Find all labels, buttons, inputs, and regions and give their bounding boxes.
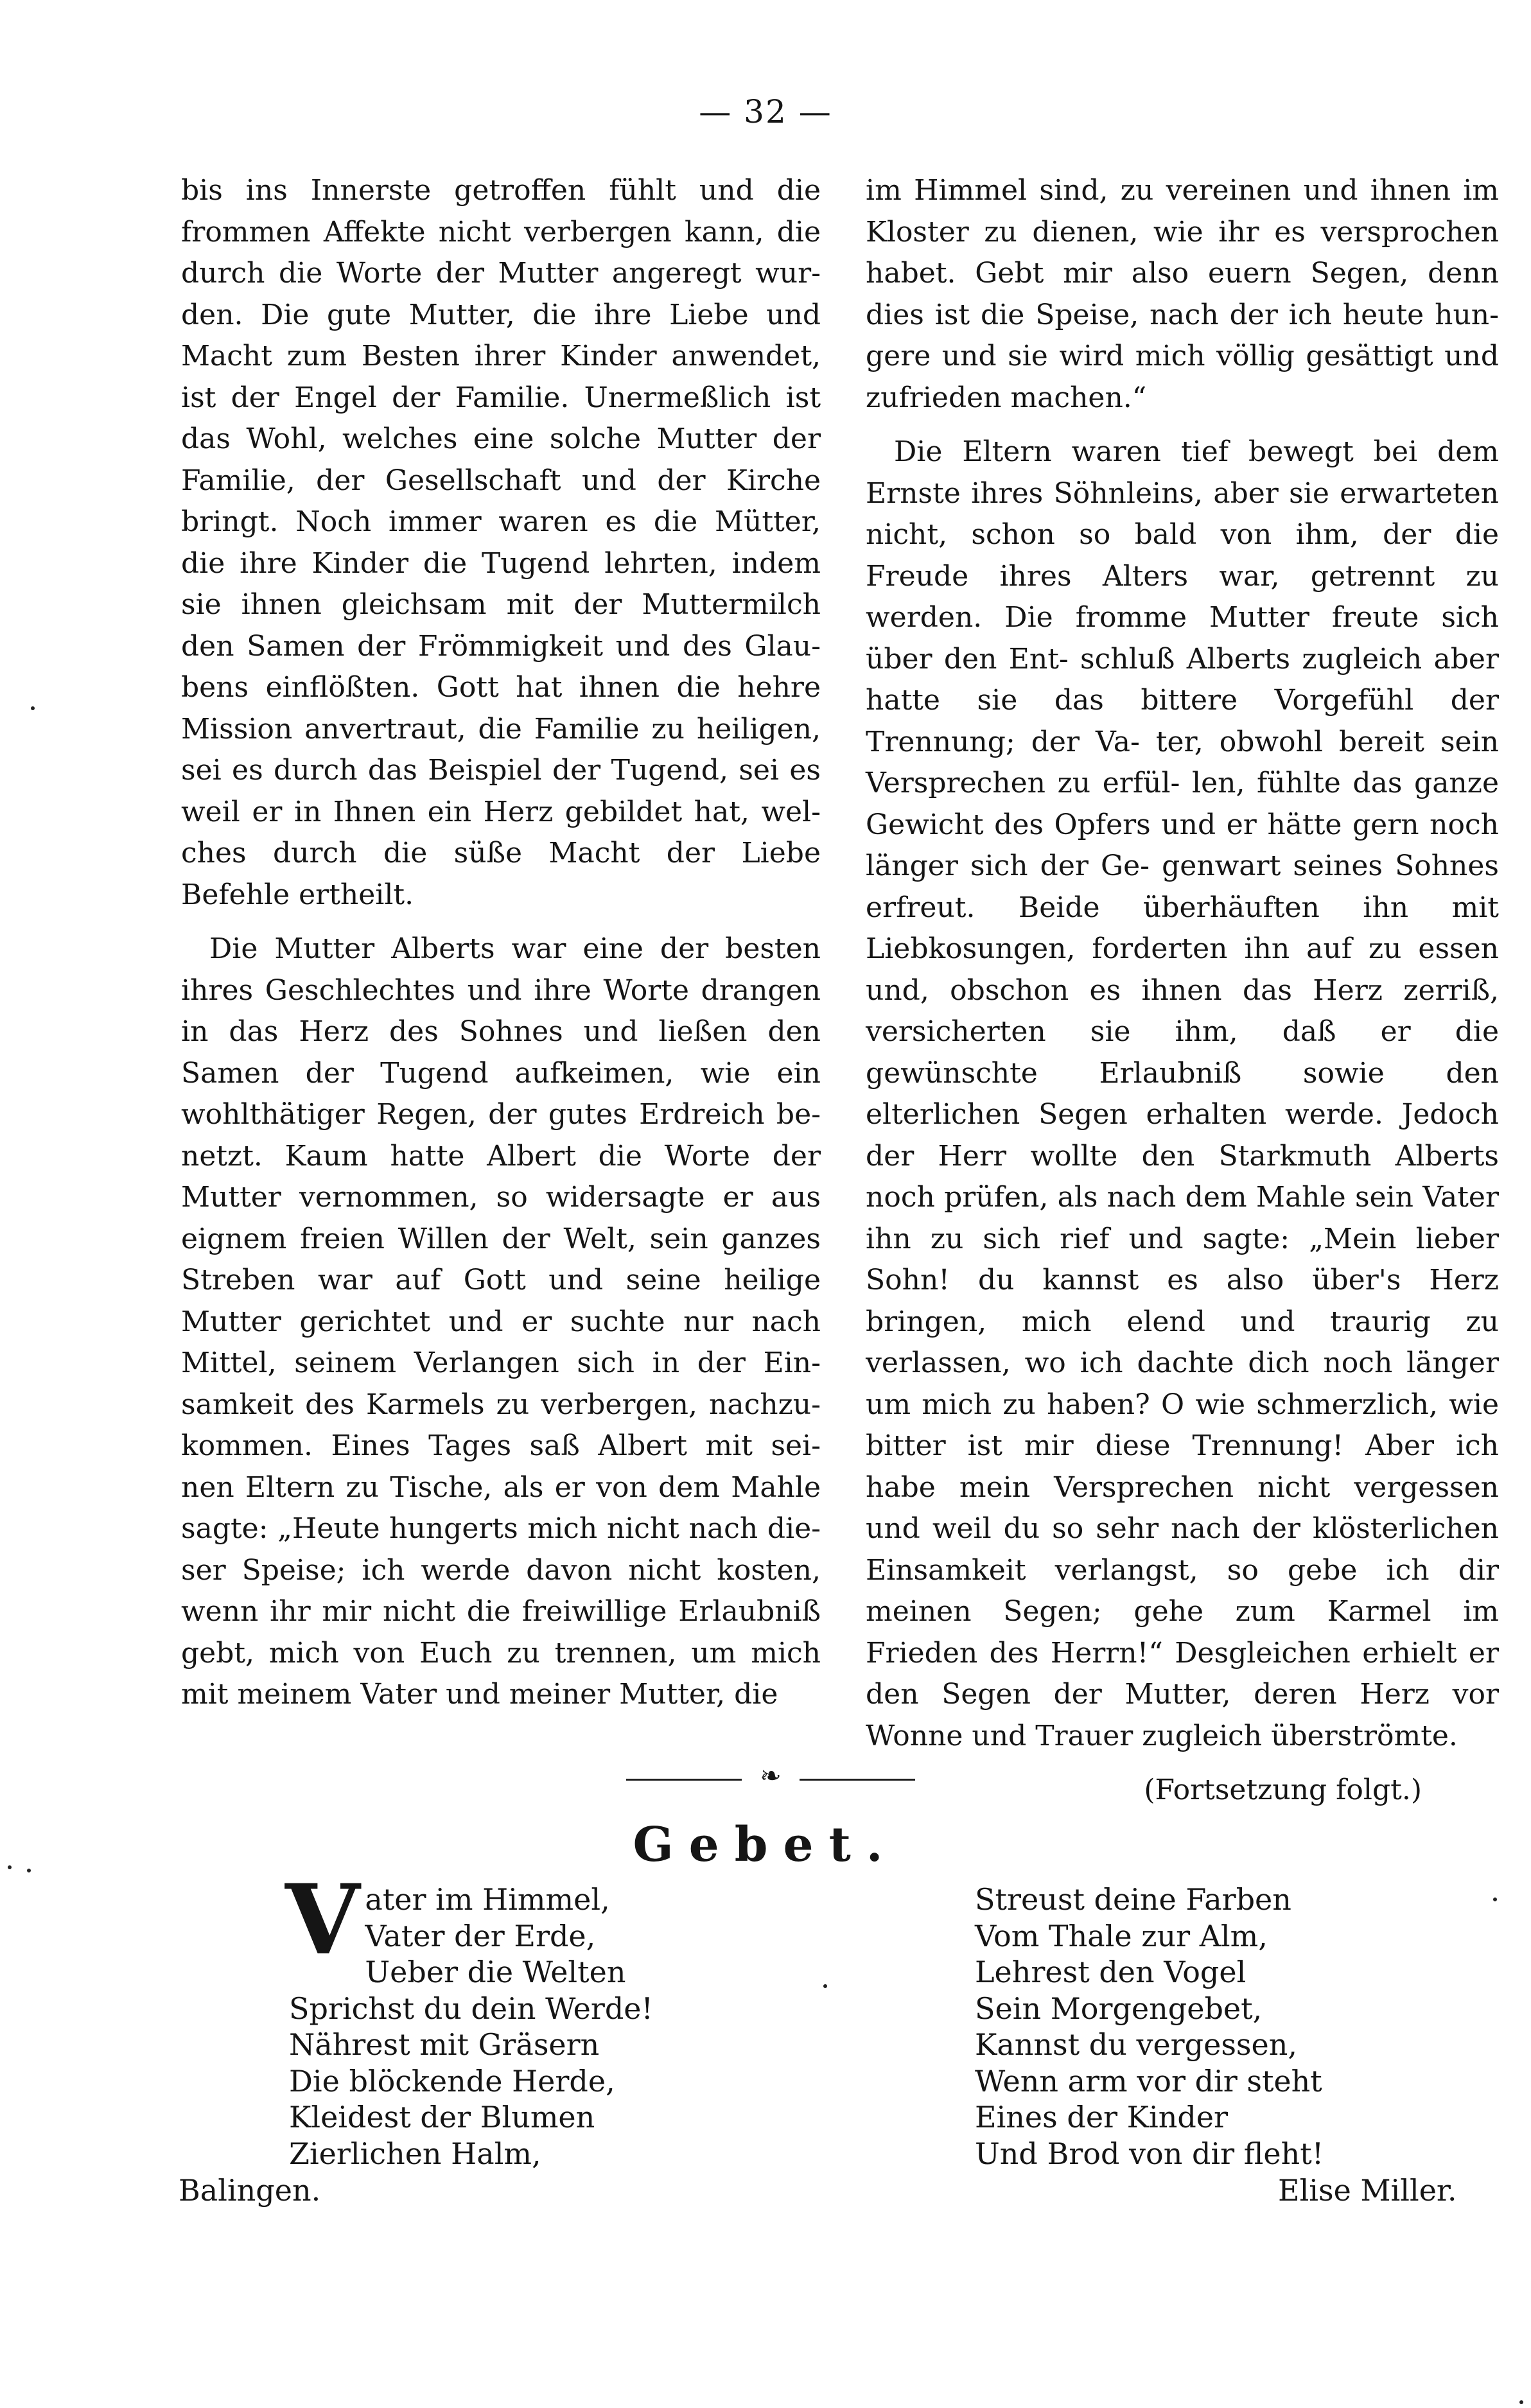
print-speck	[27, 1869, 31, 1872]
print-speck	[8, 1865, 12, 1869]
verse-line: ater im Himmel,	[365, 1882, 610, 1917]
right-column	[866, 170, 1499, 1811]
print-speck	[1519, 2400, 1523, 2404]
verse-line: Die blöckende Herde,	[289, 2063, 615, 2098]
print-speck	[31, 706, 35, 710]
poem-author: Elise Miller.	[1278, 2173, 1457, 2208]
verse-line: Und Brod von dir fleht!	[975, 2136, 1324, 2171]
poem-title: Gebet.	[633, 1817, 898, 1872]
paragraph: bis ins Innerste getroffen fühlt und die frommen Affekte nicht verbergen kann, die durch die Worte der Mutter angeregt wur- den. Die gute Mutter, die ihre Liebe und Macht zum Besten ihrer Kinder anwendet, ist der Engel der Familie. Unermeßlich ist das Wohl, welches eine solche Mutter der Familie, der Gesellschaft und der Kirche bringt. Noch immer waren es die Mütter, die ihre Kinder die Tugend lehrten, indem sie ihnen gleichsam mit der Muttermilch den Samen der Frömmigkeit und des Glau- bens einflößten. Gott hat ihnen die hehre Mission anvertraut, die Familie zu heiligen, sei es durch das Beispiel der Tugend, sei es weil er in Ihnen ein Herz gebildet hat, wel- ches durch die süße Macht der Liebe Befehle ertheilt.	[181, 174, 821, 911]
divider-line-left	[626, 1779, 742, 1781]
verse-line: Kleidest der Blumen	[289, 2100, 595, 2134]
verse-line: Wenn arm vor dir steht	[975, 2063, 1322, 2098]
verse-line: Streust deine Farben	[975, 1882, 1291, 1917]
verse-line: Vater der Erde,	[365, 1918, 596, 1953]
verse-line: Vom Thale zur Alm,	[975, 1918, 1268, 1953]
verse-line: Zierlichen Halm,	[289, 2136, 541, 2171]
ornament-icon: ❧	[760, 1761, 782, 1791]
section-divider	[626, 1761, 915, 1793]
verse-line: Nährest mit Gräsern	[289, 2027, 600, 2062]
verse-line: Kannst du vergessen,	[975, 2027, 1298, 2062]
verse-line: Ueber die Welten	[365, 1955, 626, 1989]
continued-note: (Fortsetzung folgt.)	[1144, 1774, 1422, 1806]
left-column	[181, 170, 821, 1729]
page-number: — 32 —	[699, 93, 832, 130]
verse-line: Eines der Kinder	[975, 2100, 1229, 2134]
poem-right-stanza	[975, 1881, 1424, 2172]
poem-place: Balingen.	[179, 2173, 321, 2208]
paragraph: im Himmel sind, zu vereinen und ihnen im Kloster zu dienen, wie ihr es versprochen habet. Gebt mir also euern Segen, denn dies ist die Speise, nach der ich heute hun- gere und sie wird mich völlig gesättigt und zufrieden machen.“	[866, 174, 1499, 414]
paragraph: Die Eltern waren tief bewegt bei dem Ernste ihres Söhnleins, aber sie erwarteten nicht, schon so bald von ihm, der die Freude ihres Alters war, getrennt zu werden. Die fromme Mutter freute sich über den Ent- schluß Alberts zugleich aber hatte sie das bittere Vorgefühl der Trennung; der Va- ter, obwohl bereit sein Versprechen zu erfül- len, fühlte das ganze Gewicht des Opfers und er hätte gern noch länger sich der Ge- genwart seines Sohnes erfreut. Beide überhäuften ihn mit Liebkosungen, forderten ihn auf zu essen und, obschon es ihnen das Herz zerriß, versicherten sie ihm, daß er die gewünschte Erlaubniß sowie den elterlichen Segen erhalten werde. Jedoch der Herr wollte den Starkmuth Alberts noch prüfen, als nach dem Mahle sein Vater ihn zu sich rief und sagte: „Mein lieber Sohn! du kannst es also über's Herz bringen, mich elend und traurig zu verlassen, wo ich dachte dich noch länger um mich zu haben? O wie schmerzlich, wie bitter ist mir diese Trennung! Aber ich habe mein Versprechen nicht vergessen und weil du so sehr nach der klösterlichen Einsamkeit verlangst, so gebe ich dir meinen Segen; gehe zum Karmel im Frieden des Herrn!“ Desgleichen erhielt er den Segen der Mutter, deren Herz vor Wonne und Trauer zugleich überströmte.	[866, 435, 1499, 1752]
print-speck	[1493, 1898, 1497, 1901]
poem-left-stanza	[285, 1863, 739, 2172]
drop-cap: V	[285, 1863, 360, 1976]
verse-line: Sprichst du dein Werde!	[289, 1991, 653, 2026]
paragraph: Die Mutter Alberts war eine der besten ihres Geschlechtes und ihre Worte drangen in das Herz des Sohnes und ließen den Samen der Tugend aufkeimen, wie ein wohlthätiger Regen, der gutes Erdreich be- netzt. Kaum hatte Albert die Worte der Mutter vernommen, so widersagte er aus eignem freien Willen der Welt, sein ganzes Streben war auf Gott und seine heilige Mutter gerichtet und er suchte nur nach Mittel, seinem Verlangen sich in der Ein- samkeit des Karmels zu verbergen, nachzu- kommen. Eines Tages saß Albert mit sei- nen Eltern zu Tische, als er von dem Mahle sagte: „Heute hungerts mich nicht nach die- ser Speise; ich werde davon nicht kosten, wenn ihr mir nicht die freiwillige Erlaubniß gebt, mich von Euch zu trennen, um mich mit meinem Vater und meiner Mutter, die	[181, 932, 821, 1711]
verse-line: Sein Morgengebet,	[975, 1991, 1263, 2026]
divider-line-right	[800, 1779, 915, 1781]
print-speck	[823, 1984, 827, 1988]
verse-line: Lehrest den Vogel	[975, 1955, 1247, 1989]
